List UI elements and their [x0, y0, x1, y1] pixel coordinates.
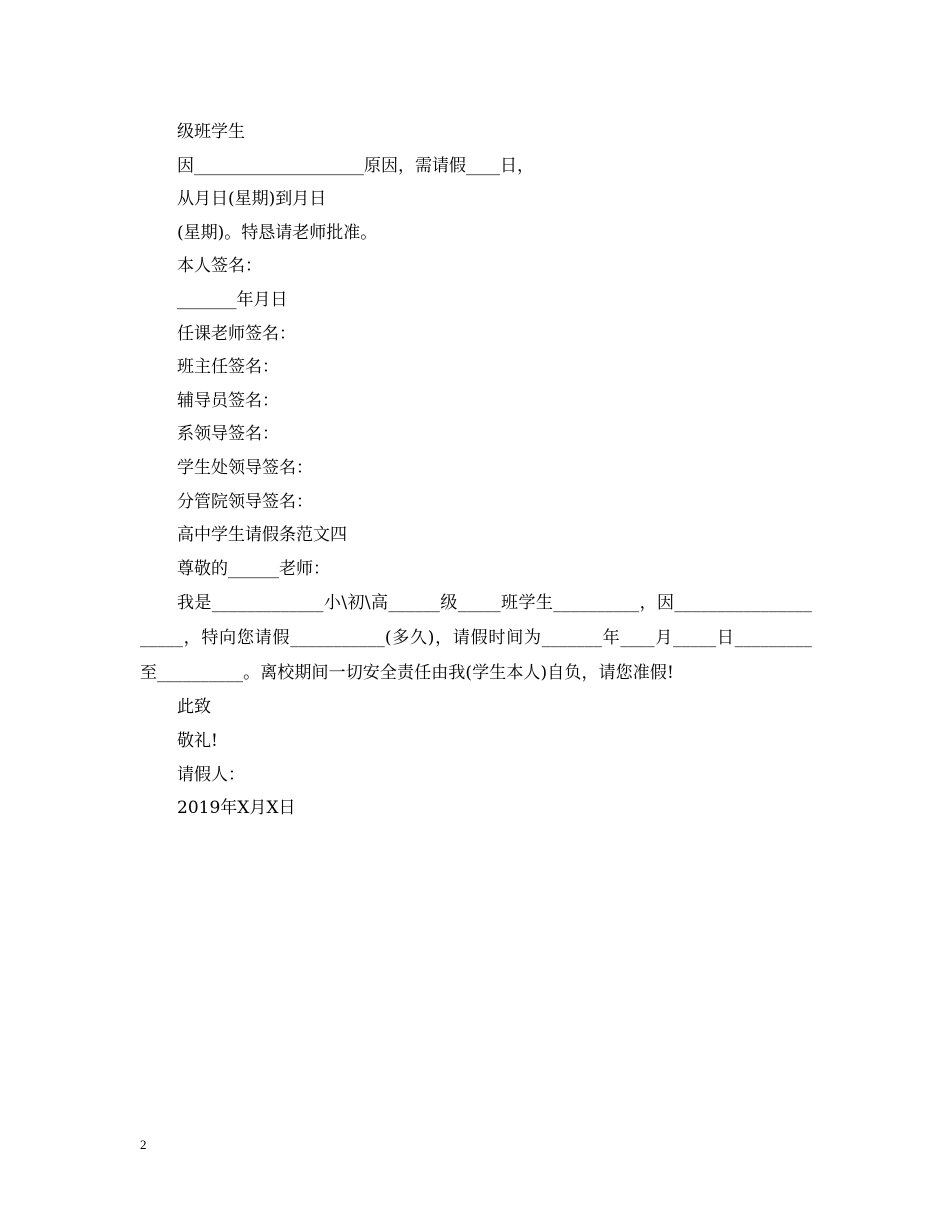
date-line: 2019年X月X日 [177, 798, 296, 819]
closing-line: 此致 [177, 697, 211, 718]
applicant-line: 请假人： [177, 764, 245, 785]
reason-line: 因____________________原因，需请假____日， [177, 155, 534, 176]
department-leader-signature-line: 系领导签名： [177, 424, 279, 445]
teacher-signature-line: 任课老师签名： [177, 323, 296, 344]
student-office-signature-line: 学生处领导签名： [177, 457, 313, 478]
leave-request-paragraph: 我是_____________小\初\高______级_____班学生__________，因_____________________，特向您请假___________(多久)，请假时间为_______年____月_____日_________至__________。离校期间一切安全责任由我(学生本人)自负，请您准假! [140, 593, 812, 684]
self-date-line: _______年月日 [177, 289, 288, 310]
date-range-line: 从月日(星期)到月日 [177, 189, 327, 210]
section-heading: 高中学生请假条范文四 [177, 525, 347, 546]
salutation-line: 尊敬的______老师： [177, 558, 330, 579]
class-student-line: 级班学生 [177, 122, 245, 142]
request-approval-line: (星期)。特恳请老师批准。 [177, 222, 378, 243]
regards-line: 敬礼! [177, 730, 218, 751]
dean-signature-line: 分管院领导签名： [177, 491, 313, 512]
head-teacher-signature-line: 班主任签名： [177, 357, 279, 378]
document-body [140, 116, 812, 826]
self-signature-line: 本人签名： [177, 256, 262, 277]
page-number: 2 [140, 1137, 147, 1152]
counselor-signature-line: 辅导员签名： [177, 390, 279, 411]
